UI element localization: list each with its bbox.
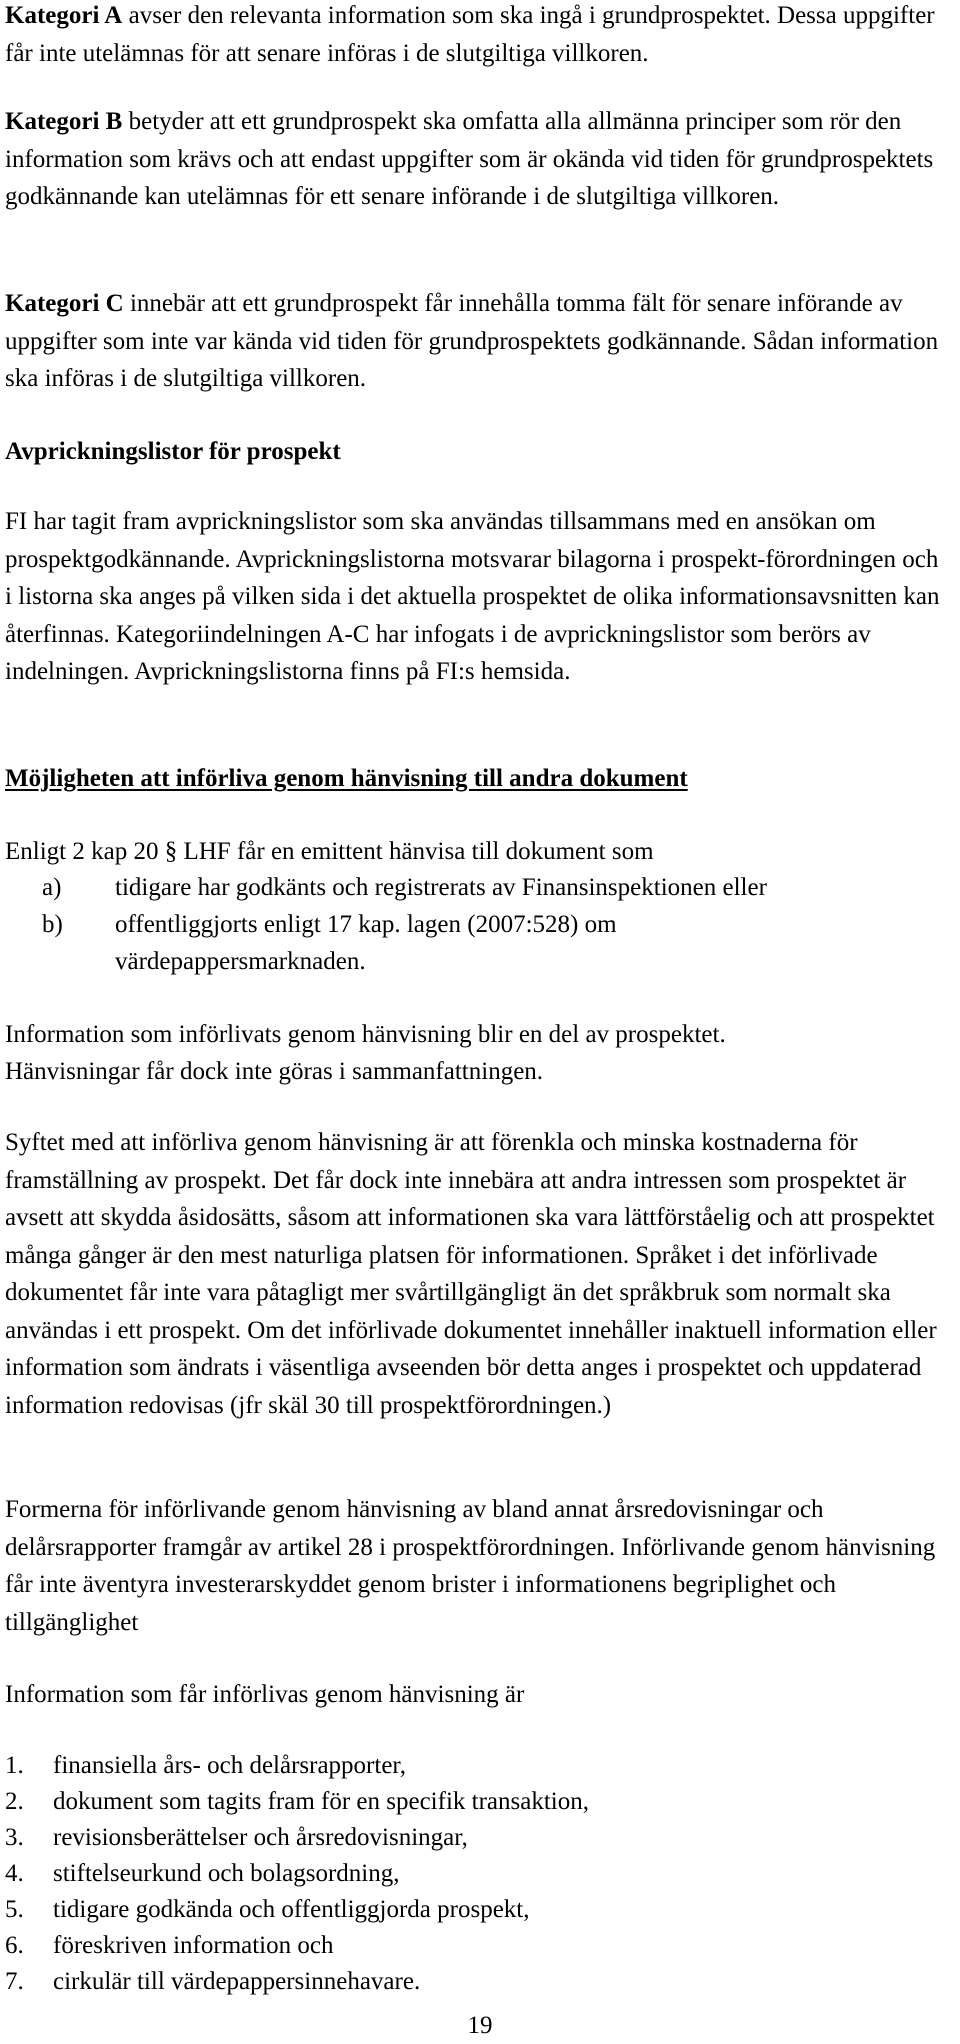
paragraph-info-lead: Information som får införlivas genom hänvisning är [5, 1681, 525, 1708]
list-marker: 4. [5, 1860, 24, 1887]
list-item-text: tidigare godkända och offentliggjorda prospekt, [53, 1896, 530, 1923]
list-marker: a) [42, 874, 62, 901]
list-item-text: tidigare har godkänts och registrerats av Finansinspektionen eller [115, 874, 767, 901]
paragraph-formerna: Formerna för införlivande genom hänvisning av bland annat årsredovisningar och delårsrapporter framgår av artikel 28 i prospektförordningen. Införlivande genom hänvisning får inte äventyra investerarskyddet genom brister i informationens begriplighet och tillgänglighet [5, 1496, 936, 1636]
paragraph-avprickningslistor: FI har tagit fram avprickningslistor som ska användas tillsammans med en ansökan om prospektgodkännande. Avprickningslistorna motsvarar bilagorna i prospekt-förordningen och i listorna ska anges på vilken sida i det aktuella prospektet de olika informationsavsnitten kan återfinnas. Kategoriindelningen A-C har infogats i de avprickningslistor som berörs av indelningen. Avprickningslistorna finns på FI:s hemsida. [5, 508, 940, 685]
kategori-b-text: betyder att ett grundprospekt ska omfatta alla allmänna principer som rör den information som krävs och att endast uppgifter som är okända vid tiden för grundprospektets godkännande kan utelämnas för ett senare införande i de slutgiltiga villkoren. [5, 108, 934, 210]
kategori-a-label: Kategori A [5, 2, 123, 29]
list-item-text: revisionsberättelser och årsredovisningar, [53, 1824, 468, 1851]
page-number: 19 [467, 2012, 493, 2039]
list-marker: 2. [5, 1788, 24, 1815]
paragraph-kategori-b [5, 103, 950, 216]
list-marker: 7. [5, 1968, 24, 1995]
paragraph-kategori-c [5, 285, 950, 398]
paragraph-enligt [5, 833, 950, 871]
enligt-after: LHF får en emittent hänvisa till dokument som [177, 838, 654, 865]
list-item-continuation: värdepappersmarknaden. [115, 948, 366, 975]
list-item-text: dokument som tagits fram för en specifik transaktion, [53, 1788, 589, 1815]
list-item-text: cirkulär till värdepappersinnehavare. [53, 1968, 421, 1995]
kategori-c-text: innebär att ett grundprospekt får innehålla tomma fält för senare införande av uppgifter som inte var kända vid tiden för grundprospektets godkännande. Sådan information ska införas i de slutgiltiga villkoren. [5, 290, 939, 392]
kategori-b-label: Kategori B [5, 108, 123, 135]
section-sign: § [164, 838, 178, 865]
list-marker: 3. [5, 1824, 24, 1851]
paragraph-info-line-2: Hänvisningar får dock inte göras i sammanfattningen. [5, 1058, 544, 1085]
list-item-text: finansiella års- och delårsrapporter, [53, 1752, 407, 1779]
paragraph-syftet: Syftet med att införliva genom hänvisning är att förenkla och minska kostnaderna för framställning av prospekt. Det får dock inte innebära att andra intressen som prospektet är avsett att skydda åsidosätts, såsom att informationen ska vara lättförståelig och att prospektet många gånger är den mest naturliga platsen för informationen. Språket i det införlivade dokumentet får inte vara påtagligt mer svårtillgängligt än det språkbruk som normalt ska användas i ett prospekt. Om det införlivade dokumentet innehåller inaktuell information eller information som ändrats i väsentliga avseenden bör detta anges i prospektet och uppdaterad information redovisas (jfr skäl 30 till prospektförordningen.) [5, 1129, 937, 1419]
kategori-c-label: Kategori C [5, 290, 124, 317]
paragraph-info-line-1: Information som införlivats genom hänvisning blir en del av prospektet. [5, 1021, 726, 1048]
enligt-before: Enligt 2 kap 20 [5, 838, 165, 865]
list-marker: 6. [5, 1932, 24, 1959]
kategori-a-text: avser den relevanta information som ska ingå i grundprospektet. Dessa uppgifter får inte utelämnas för att senare införas i de slutgiltiga villkoren. [5, 2, 935, 67]
heading-mojligheten: Möjligheten att införliva genom hänvisning till andra dokument [5, 765, 688, 792]
list-item-text: offentliggjorts enligt 17 kap. lagen (2007:528) om [115, 911, 617, 938]
list-item-text: stiftelseurkund och bolagsordning, [53, 1860, 400, 1887]
paragraph-kategori-a [5, 0, 950, 72]
list-marker: 1. [5, 1752, 24, 1779]
list-marker: b) [42, 911, 63, 938]
heading-avprickningslistor: Avprickningslistor för prospekt [5, 438, 341, 465]
list-marker: 5. [5, 1896, 24, 1923]
list-item-text: föreskriven information och [53, 1932, 334, 1959]
